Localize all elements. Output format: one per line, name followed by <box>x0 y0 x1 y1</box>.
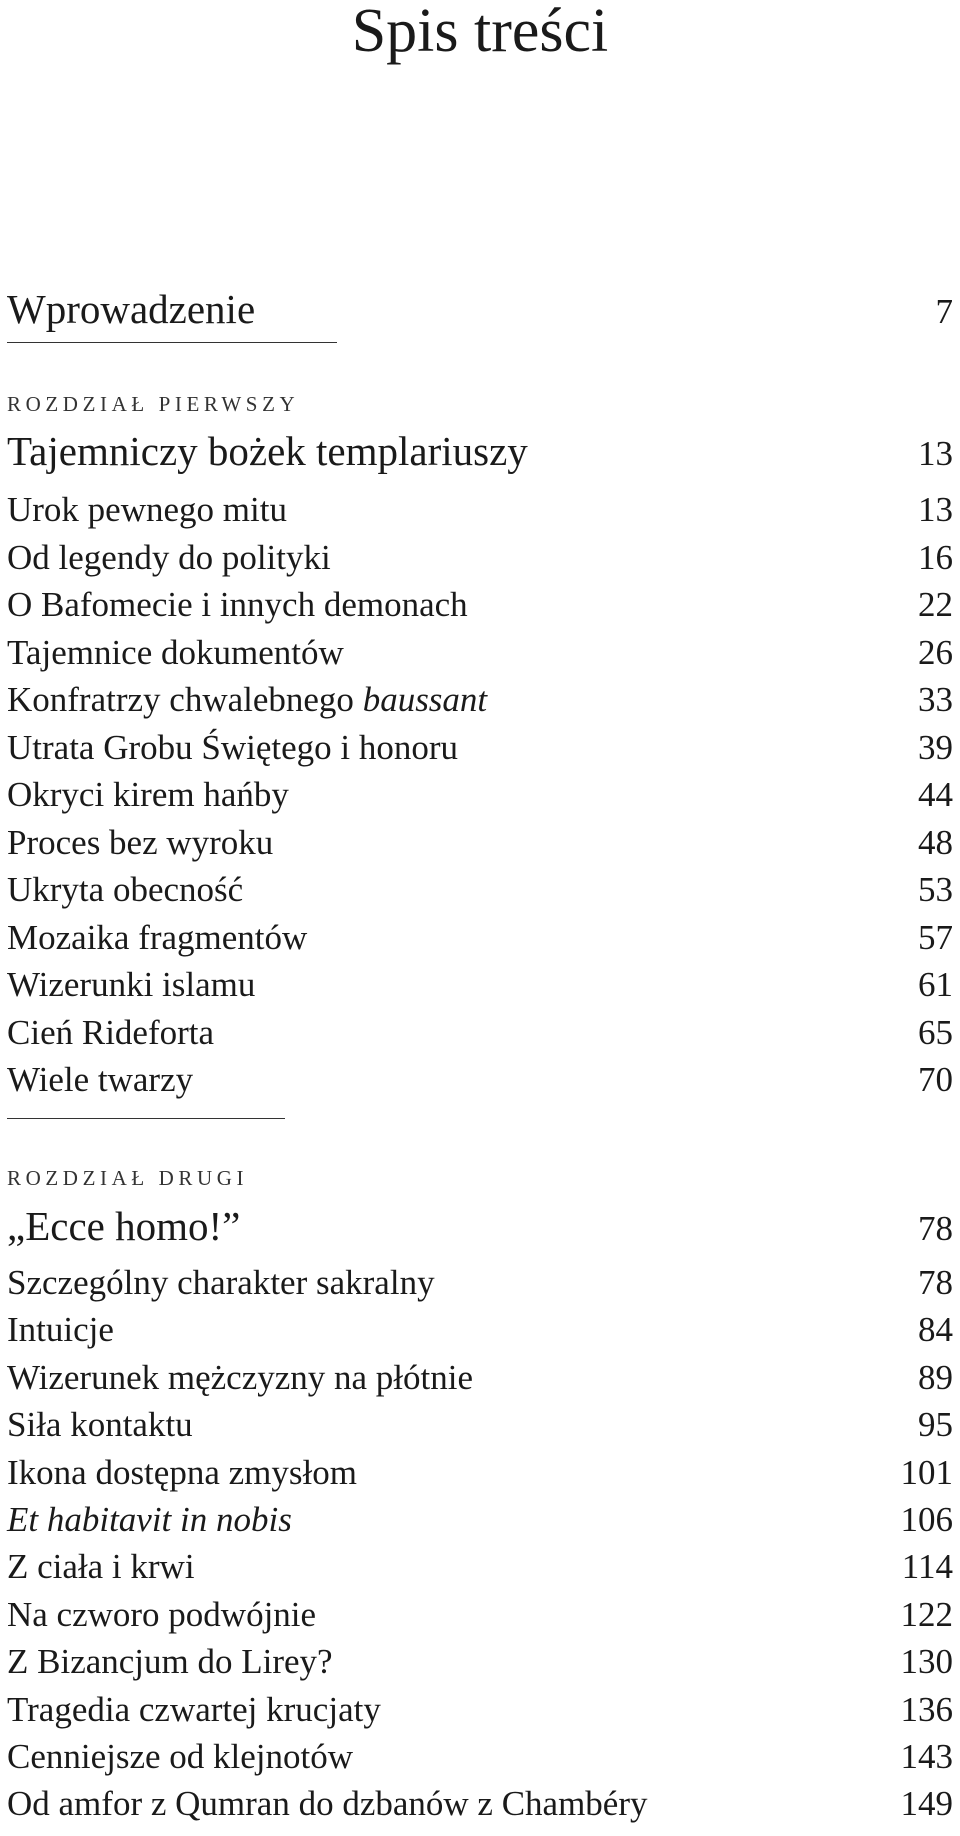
toc-entry-page: 57 <box>918 917 953 957</box>
intro-divider <box>7 342 337 343</box>
toc-entry-page: 114 <box>901 1547 953 1587</box>
toc-entry[interactable] <box>7 1784 953 1824</box>
toc-entry-page: 101 <box>900 1452 953 1492</box>
toc-entry-title <box>7 1690 381 1730</box>
toc-entry-text: Konfratrzy chwalebnego <box>7 680 363 719</box>
chapter-1-divider <box>7 1118 285 1119</box>
toc-entry[interactable] <box>7 680 953 720</box>
toc-entry-text: Urok pewnego mitu <box>7 490 287 529</box>
toc-entry-title <box>7 1737 353 1777</box>
toc-entry-page: 7 <box>935 292 953 331</box>
toc-entry-page: 22 <box>918 585 953 624</box>
toc-entry-text: Ikona dostępna zmysłom <box>7 1452 357 1492</box>
toc-entry[interactable] <box>7 728 953 768</box>
toc-entry-page: 84 <box>918 1310 953 1350</box>
toc-entry[interactable] <box>7 823 953 863</box>
toc-entry-title <box>7 775 289 815</box>
toc-entry-text: Cień Rideforta <box>7 1012 215 1052</box>
toc-entry-title <box>7 633 344 673</box>
toc-entry-text: Utrata Grobu Świętego i honoru <box>7 727 459 767</box>
toc-entry-title <box>7 823 273 863</box>
toc-entry-title <box>7 1784 648 1824</box>
toc-entry-title <box>7 965 255 1005</box>
toc-entry[interactable] <box>7 633 953 673</box>
toc-entry-intro[interactable] <box>7 286 953 335</box>
toc-entry-page: 130 <box>900 1642 953 1682</box>
toc-entry-page: 70 <box>918 1060 953 1099</box>
toc-entry-title <box>7 1642 333 1682</box>
toc-entry-text: Okryci kirem hańby <box>7 775 289 814</box>
page-title: Spis treści <box>351 0 609 65</box>
chapter-label: ROZDZIAŁ DRUGI <box>7 1166 249 1190</box>
toc-entry-title <box>7 728 458 768</box>
toc-entry-title <box>7 1013 214 1053</box>
toc-entry-title <box>7 680 487 720</box>
toc-entry[interactable] <box>7 1358 953 1398</box>
toc-entry[interactable] <box>7 870 953 910</box>
chapter-title-text: Tajemniczy bożek templariuszy <box>7 428 528 474</box>
toc-entry-text: Siła kontaktu <box>7 1405 193 1445</box>
toc-entry-page: 61 <box>918 965 953 1004</box>
toc-entry-text: O Bafomecie i innych demonach <box>7 585 468 624</box>
toc-entry-page: 33 <box>918 680 953 719</box>
toc-entry-text: Od legendy do polityki <box>7 537 331 577</box>
toc-entry-page: 106 <box>900 1500 953 1539</box>
toc-entry-title <box>7 870 243 910</box>
toc-entry-text: Szczególny charakter sakralny <box>7 1263 435 1302</box>
toc-entry-text: Z Bizancjum do Lirey? <box>7 1642 333 1682</box>
toc-entry-title: Wprowadzenie <box>7 286 256 332</box>
toc-entry[interactable] <box>7 1013 953 1053</box>
toc-entry-text: Wizerunki islamu <box>7 965 256 1004</box>
toc-entry-page: 65 <box>918 1012 953 1052</box>
toc-entry[interactable] <box>7 1500 953 1540</box>
toc-entry-page: 13 <box>918 490 953 529</box>
toc-entry-page: 39 <box>918 727 953 767</box>
toc-entry-text: Intuicje <box>7 1310 114 1350</box>
toc-entry-page: 78 <box>918 1263 953 1302</box>
toc-entry[interactable] <box>7 918 953 958</box>
toc-entry[interactable] <box>7 1453 953 1493</box>
chapter-title-2[interactable] <box>7 1203 953 1252</box>
toc-entry-title <box>7 1060 193 1100</box>
toc-entry-title <box>7 1263 435 1303</box>
chapter-label: ROZDZIAŁ PIERWSZY <box>7 392 300 416</box>
toc-entry-italic-text: baussant <box>362 680 488 719</box>
toc-entry[interactable] <box>7 538 953 578</box>
toc-entry-text: Ukryta obecność <box>7 870 244 909</box>
toc-entry-page: 78 <box>918 1209 953 1248</box>
toc-entry-text: Wizerunek mężczyzny na płótnie <box>7 1357 474 1397</box>
toc-entry[interactable] <box>7 585 953 625</box>
toc-entry-italic-text: Et habitavit in nobis <box>7 1500 292 1539</box>
toc-entry-page: 13 <box>918 434 953 473</box>
toc-entry-page: 26 <box>918 632 953 672</box>
toc-entry[interactable] <box>7 1737 953 1777</box>
toc-entry-text: Od amfor z Qumran do dzbanów z Chambéry <box>7 1784 648 1824</box>
toc-entry-title <box>7 1405 193 1445</box>
toc-entry[interactable] <box>7 1310 953 1350</box>
toc-entry-page: 143 <box>900 1737 953 1776</box>
toc-entry-page: 95 <box>918 1405 953 1445</box>
toc-entry-title <box>7 490 287 530</box>
chapter-title-1[interactable] <box>7 428 953 477</box>
toc-entry-text: Na czworo podwójnie <box>7 1594 317 1634</box>
toc-entry-page: 122 <box>900 1594 953 1634</box>
toc-entry-text: Wiele twarzy <box>7 1060 194 1099</box>
toc-entry[interactable] <box>7 1405 953 1445</box>
toc-entry[interactable] <box>7 1642 953 1682</box>
toc-entry-title <box>7 1500 292 1540</box>
toc-entry[interactable] <box>7 775 953 815</box>
toc-entry[interactable] <box>7 1690 953 1730</box>
toc-entry[interactable] <box>7 1547 953 1587</box>
toc-entry-page: 136 <box>900 1689 953 1729</box>
toc-entry-text: Tajemnice dokumentów <box>7 632 344 672</box>
toc-entry-text: Z ciała i krwi <box>7 1547 195 1587</box>
toc-entry-page: 89 <box>918 1357 953 1397</box>
toc-entry-page: 48 <box>918 822 953 862</box>
toc-entry-page: 44 <box>918 775 953 814</box>
chapter-title-text: „Ecce homo!” <box>7 1203 241 1249</box>
toc-entry-page: 149 <box>900 1784 953 1824</box>
toc-entry-title <box>7 1453 357 1493</box>
toc-entry-title <box>7 585 468 625</box>
toc-entry[interactable] <box>7 490 953 530</box>
toc-entry[interactable] <box>7 965 953 1005</box>
toc-entry-text: Proces bez wyroku <box>7 822 274 862</box>
toc-entry-title <box>7 1358 473 1398</box>
toc-entry-text: Tragedia czwartej krucjaty <box>7 1689 381 1729</box>
toc-entry-title <box>7 918 307 958</box>
toc-entry-text: Cenniejsze od klejnotów <box>7 1737 354 1776</box>
toc-entry-page: 16 <box>918 537 953 577</box>
toc-entry-text: Mozaika fragmentów <box>7 917 308 957</box>
toc-entry-title <box>7 1595 316 1635</box>
toc-entry-title <box>7 1547 195 1587</box>
toc-entry[interactable] <box>7 1263 953 1303</box>
toc-entry-title <box>7 1310 114 1350</box>
toc-entry-title <box>7 538 331 578</box>
toc-entry-page: 53 <box>918 870 953 909</box>
toc-entry[interactable] <box>7 1060 953 1100</box>
toc-entry[interactable] <box>7 1595 953 1635</box>
